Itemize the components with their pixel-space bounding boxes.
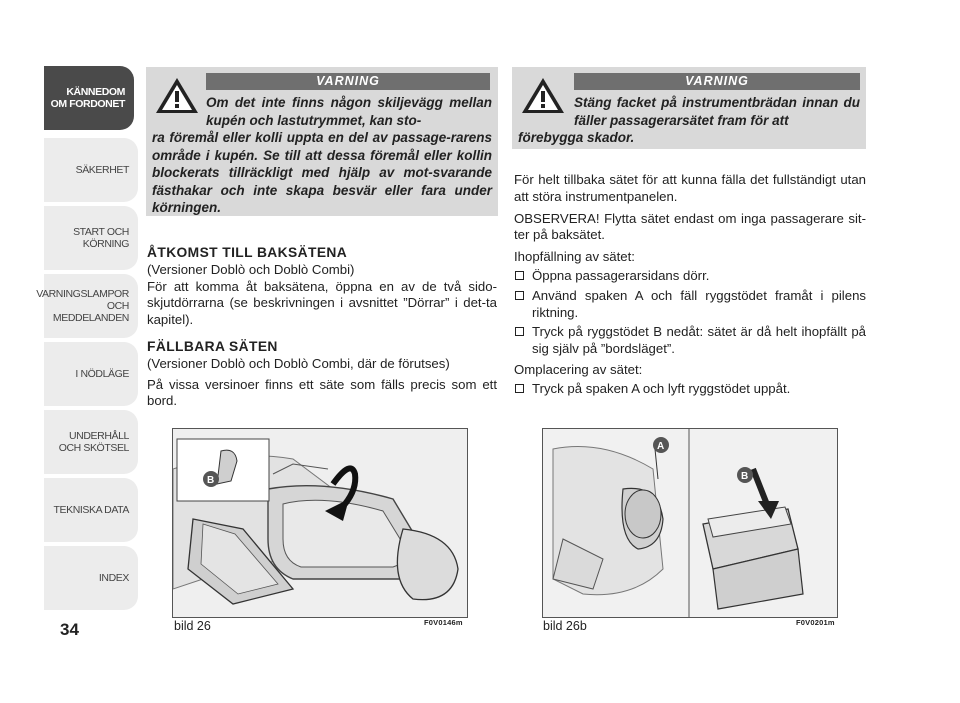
list-item: Öppna passagerarsidans dörr. (514, 268, 866, 285)
page-number: 34 (60, 620, 79, 639)
section-subheading: (Versioner Doblò och Doblò Combi, där de förutses) (147, 355, 450, 371)
checkbox-bullet-icon (515, 291, 524, 300)
figure-26b (542, 428, 838, 618)
tab-start-och-korning[interactable]: START OCH KÖRNING (44, 206, 138, 270)
checkbox-bullet-icon (515, 384, 524, 393)
list-item: Använd spaken A och fäll ryggstödet framåt i pilens riktning. (514, 288, 866, 322)
tab-i-nodlage[interactable]: I NÖDLÄGE (44, 342, 138, 406)
checkbox-bullet-icon (515, 271, 524, 280)
figure-code: F0V0146m (424, 618, 463, 627)
warning-box-right (512, 67, 866, 149)
tab-tekniska-data[interactable]: TEKNISKA DATA (44, 478, 138, 542)
figure-caption: bild 26 (174, 619, 211, 633)
left-column (147, 245, 497, 415)
tab-index[interactable]: INDEX (44, 546, 138, 610)
figure-caption: bild 26b (543, 619, 587, 633)
marker-a: A (657, 441, 665, 452)
warning-box-left (146, 67, 498, 216)
section-subheading: (Versioner Doblò och Doblò Combi) (147, 261, 355, 277)
list-title: Omplacering av sätet: (514, 361, 643, 377)
fold-steps-list (514, 268, 866, 358)
checkbox-bullet-icon (515, 327, 524, 336)
paragraph: För att komma åt baksätena, öppna en av de två sido-skjutdörrarna (se beskrivningen i avsnittet ”Dörrar” i det-ta kapitel). (147, 278, 497, 328)
list-item: Tryck på ryggstödet B nedåt: sätet är då helt ihopfällt på sig själv på ”bordsläget”. (514, 324, 866, 358)
replace-steps-list (514, 381, 866, 398)
figure-code: F0V0201m (796, 618, 835, 627)
right-column (514, 172, 866, 401)
list-item: Tryck på spaken A och lyft ryggstödet uppåt. (514, 381, 866, 398)
warning-title-bar: VARNING (574, 73, 860, 90)
marker-b: B (207, 475, 215, 486)
paragraph: För helt tillbaka sätet för att kunna fälla det fullständigt utan att störa instrumentpanelen. (514, 172, 866, 204)
figure-26 (172, 428, 468, 618)
seat-illustration (173, 429, 467, 617)
tab-varningslampor[interactable]: VARNINGSLAMPOR OCH MEDDELANDEN (44, 274, 138, 338)
list-title: Ihopfällning av sätet: (514, 249, 635, 265)
warning-text: Om det inte finns någon skiljevägg mellan kupén och lastutrymmet, kan sto- ra föremål eller kolli uppta en del av passage-rarens område i kupén. Se till att dessa föremål eller kollin blockerats tillräckligt med hjälp av mot-svarande fästhakar och inte skapa besvär eller fara under körningen. (152, 95, 492, 215)
paragraph: OBSERVERA! Flytta sätet endast om inga passagerare sit-ter på baksätet. (514, 210, 866, 243)
tab-kannedom-om-fordonet[interactable]: KÄNNEDOM OM FORDONET (44, 66, 134, 130)
tab-sakerhet[interactable]: SÄKERHET (44, 138, 138, 202)
warning-text: Stäng facket på instrumentbrädan innan du fäller passagerarsätet fram för att förebygga skador. (518, 95, 860, 145)
warning-title-bar: VARNING (206, 73, 490, 90)
marker-b: B (741, 471, 749, 482)
section-heading: FÄLLBARA SÄTEN (147, 338, 278, 354)
section-heading: ÅTKOMST TILL BAKSÄTENA (147, 245, 348, 260)
paragraph: På vissa versinoer finns ett säte som fälls precis som ett bord. (147, 376, 497, 409)
tab-underhall-och-skotsel[interactable]: UNDERHÅLL OCH SKÖTSEL (44, 410, 138, 474)
seat-illustration (543, 429, 837, 617)
